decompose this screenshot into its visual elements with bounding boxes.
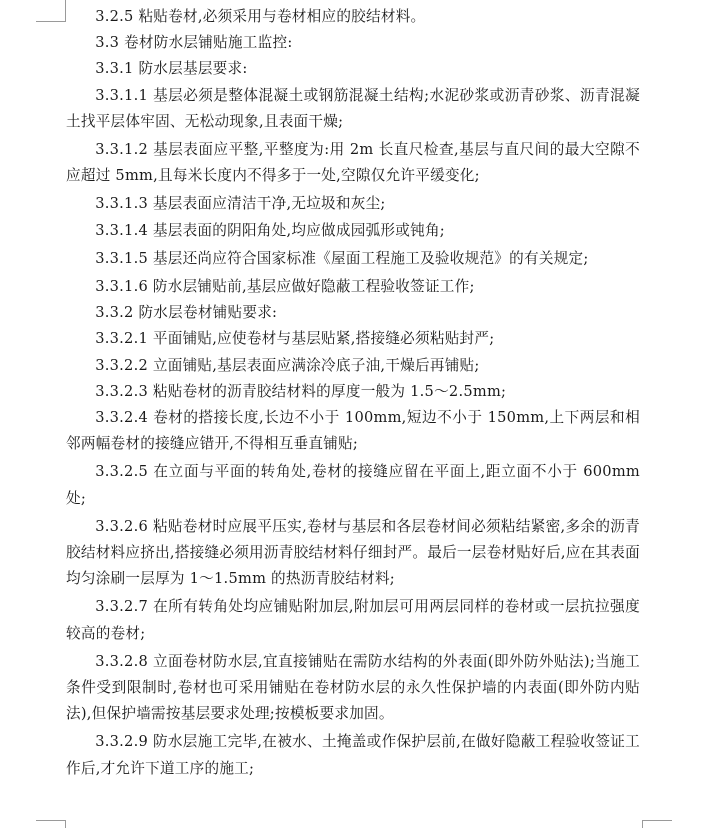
paragraph-3-3-2-3: 3.3.2.3 粘贴卷材的沥青胶结材料的厚度一般为 1.5～2.5mm; bbox=[95, 382, 507, 400]
heading-3-3-1: 3.3.1 防水层基层要求: bbox=[95, 60, 248, 78]
crop-mark-bottom-right-horizontal bbox=[642, 820, 672, 821]
heading-3-3: 3.3 卷材防水层铺贴施工监控: bbox=[95, 34, 293, 52]
crop-mark-bottom-left-vertical bbox=[65, 820, 66, 828]
paragraph-3-3-1-5: 3.3.1.5 基层还尚应符合国家标准《屋面工程施工及验收规范》的有关规定; bbox=[95, 249, 589, 267]
paragraph-3-3-2-6: 3.3.2.6 粘贴卷材时应展平压实,卷材与基层和各层卷材间必须粘结紧密,多余的沥青胶结材料应挤出,搭接缝必须用沥青胶结材料仔细封严。最后一层卷材贴好后,应在其表面均匀涂刷一层厚为 1～1.5mm 的热沥青胶结材料; bbox=[66, 517, 640, 588]
paragraph-3-3-2-2: 3.3.2.2 立面铺贴,基层表面应满涂冷底子油,干燥后再铺贴; bbox=[95, 356, 480, 374]
paragraph-3-3-1-1: 3.3.1.1 基层必须是整体混凝土或钢筋混凝土结构;水泥砂浆或沥青砂浆、沥青混凝土找平层体牢固、无松动现象,且表面干燥; bbox=[66, 86, 640, 130]
crop-mark-top-left-horizontal bbox=[36, 21, 66, 22]
paragraph-3-3-2-8: 3.3.2.8 立面卷材防水层,宜直接铺贴在需防水结构的外表面(即外防外贴法);当施工条件受到限制时,卷材也可采用铺贴在卷材防水层的永久性保护墙的内表面(即外防内贴法),但保护墙需按基层要求处理;按模板要求加固。 bbox=[66, 652, 640, 723]
paragraph-3-3-2-4: 3.3.2.4 卷材的搭接长度,长边不小于 100mm,短边不小于 150mm,上下两层和相邻两幅卷材的接缝应错开,不得相互垂直铺贴; bbox=[66, 409, 640, 453]
paragraph-3-3-1-2: 3.3.1.2 基层表面应平整,平整度为:用 2m 长直尺检查,基层与直尺间的最大空隙不应超过 5mm,且每米长度内不得多于一处,空隙仅允许平缓变化; bbox=[66, 141, 640, 185]
crop-mark-bottom-right-vertical bbox=[642, 820, 643, 828]
paragraph-3-3-1-6: 3.3.1.6 防水层铺贴前,基层应做好隐蔽工程验收签证工作; bbox=[95, 278, 475, 296]
paragraph-3-3-2-9: 3.3.2.9 防水层施工完毕,在被水、土掩盖或作保护层前,在做好隐蔽工程验收签证工作后,才允许下道工序的施工; bbox=[66, 733, 640, 777]
heading-3-3-2: 3.3.2 防水层卷材铺贴要求: bbox=[95, 304, 278, 322]
paragraph-3-3-2-1: 3.3.2.1 平面铺贴,应使卷材与基层贴紧,搭接缝必须粘贴封严; bbox=[95, 330, 495, 348]
crop-mark-bottom-left-horizontal bbox=[36, 820, 66, 821]
paragraph-3-3-1-4: 3.3.1.4 基层表面的阴阳角处,均应做成园弧形或钝角; bbox=[95, 221, 445, 239]
paragraph-3-3-1-3: 3.3.1.3 基层表面应清洁干净,无垃圾和灰尘; bbox=[95, 195, 386, 213]
paragraph-3-3-2-5: 3.3.2.5 在立面与平面的转角处,卷材的接缝应留在平面上,距立面不小于 600mm 处; bbox=[66, 463, 640, 507]
paragraph-3-2-5: 3.2.5 粘贴卷材,必须采用与卷材相应的胶结材料。 bbox=[95, 8, 426, 25]
document-body bbox=[66, 4, 640, 782]
paragraph-3-3-2-7: 3.3.2.7 在所有转角处均应铺贴附加层,附加层可用两层同样的卷材或一层抗拉强度较高的卷材; bbox=[66, 598, 640, 642]
